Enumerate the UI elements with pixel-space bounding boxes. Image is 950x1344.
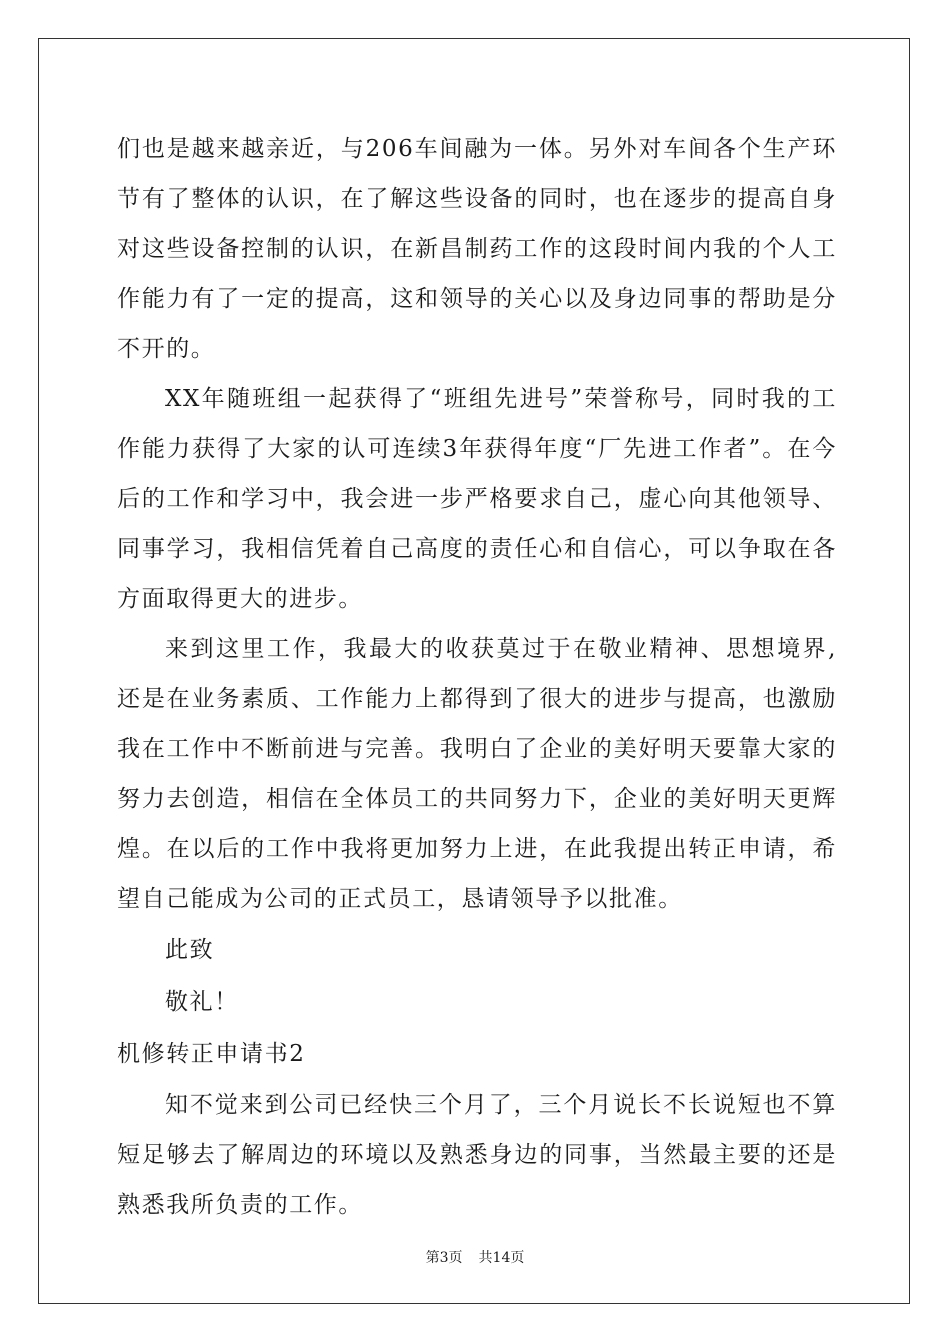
section-title: 机修转正申请书2 <box>117 1041 306 1067</box>
paragraph-section-intro: 知不觉来到公司已经快三个月了，三个月说长不长说短也不算短足够去了解周边的环境以及熟悉身边的同事，当然最主要的还是熟悉我所负责的工作。 <box>117 1092 837 1218</box>
paragraph-honors: XX年随班组一起获得了“班组先进号”荣誉称号，同时我的工作能力获得了大家的认可连续3年获得年度“厂先进工作者”。在今后的工作和学习中，我会进一步严格要求自己，虚心向其他领导、同事学习，我相信凭着自己高度的责任心和自信心，可以争取在各方面取得更大的进步。 <box>117 386 837 612</box>
page-total: 共14页 <box>478 1250 525 1266</box>
document-body <box>117 124 837 1230</box>
paragraph-continuation: 们也是越来越亲近，与206车间融为一体。另外对车间各个生产环节有了整体的认识，在了解这些设备的同时，也在逐步的提高自身对这些设备控制的认识，在新昌制药工作的这段时间内我的个人工作能力有了一定的提高，这和领导的关心以及身边同事的帮助是分不开的。 <box>117 136 837 362</box>
page-number: 第3页 <box>425 1250 463 1266</box>
page-footer <box>0 1247 950 1267</box>
closing-salutation: 此致 <box>165 937 215 963</box>
paragraph-gains: 来到这里工作，我最大的收获莫过于在敬业精神、思想境界,还是在业务素质、工作能力上都得到了很大的进步与提高，也激励我在工作中不断前进与完善。我明白了企业的美好明天要靠大家的努力去创造，相信在全体员工的共同努力下，企业的美好明天更辉煌。在以后的工作中我将更加努力上进，在此我提出转正申请，希望自己能成为公司的正式员工，恳请领导予以批准。 <box>117 636 837 912</box>
closing-regards: 敬礼！ <box>165 989 239 1015</box>
